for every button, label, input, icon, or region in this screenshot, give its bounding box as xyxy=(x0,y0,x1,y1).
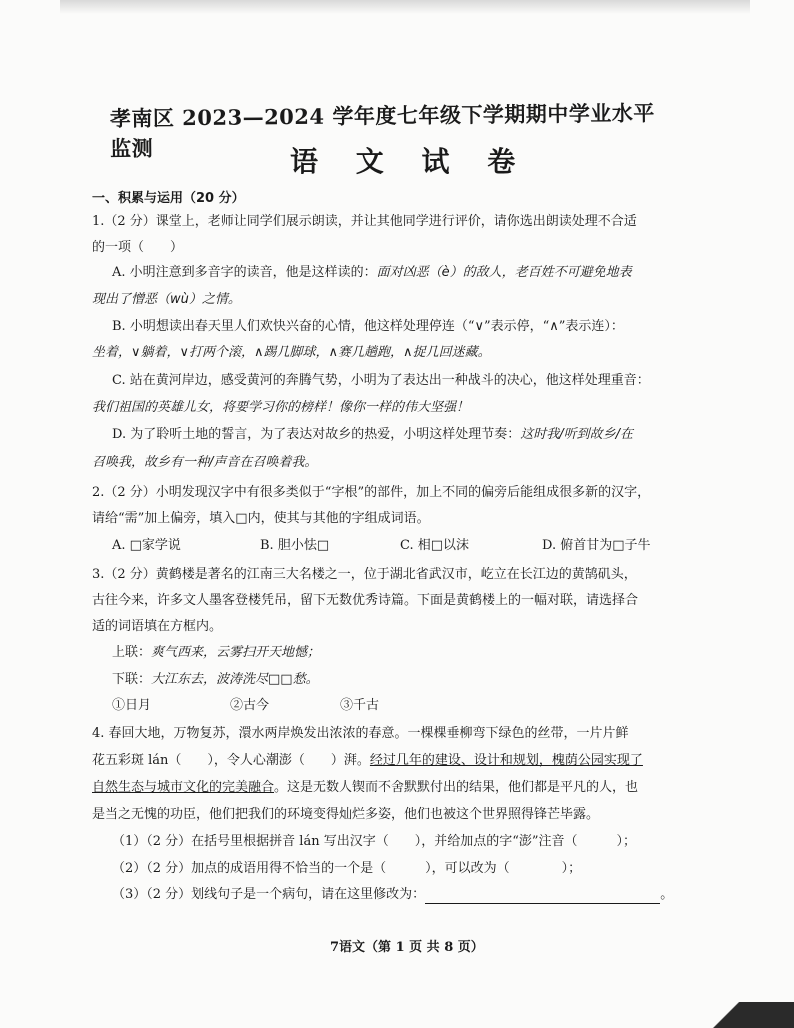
q3-choice-2: ②古今 xyxy=(230,698,270,713)
q1-option-b-line1: B. 小明想读出春天里人们欢快兴奋的心情，他这样处理停连（“∨”表示停，“∧”表示连）： xyxy=(112,319,624,334)
q4-paragraph-line3 xyxy=(92,779,692,797)
q2-option-d: D. 俯首甘为□子牛 xyxy=(542,538,651,553)
q4-sub-question-3-text: （3）（2 分）划线句子是一个病句，请在这里修改为： xyxy=(112,887,426,902)
q4-paragraph-line4: 是当之无愧的功臣，他们把我们的环境变得灿烂多姿，他们也被这个世界照得锋芒毕露。 xyxy=(92,807,600,822)
q4-sub-question-1: （1）（2 分）在括号里根据拼音 lán 写出汉字（ ），并给加点的字“澎”注音（ ）； xyxy=(112,834,637,849)
q3-upper-label: 上联： xyxy=(112,645,152,660)
q1-option-c-line2: 我们祖国的英雄儿女，将要学习你的榜样！像你一样的伟大坚强！ xyxy=(92,400,470,415)
q3-choice-3: ③千古 xyxy=(340,698,380,713)
q4-underlined-sentence-part2: 自然生态与城市文化的完美融合 xyxy=(92,780,275,795)
scan-shadow-top xyxy=(60,0,750,14)
q4-line2-text: 花五彩斑 lán（ ），令人心潮澎（ ）湃。 xyxy=(92,753,370,768)
q3-upper-couplet xyxy=(112,644,712,662)
exam-title: 孝南区 2023—2024 学年度七年级下学期期中学业水平监测 xyxy=(109,100,655,161)
page-footer: 7语文（第 1 页 共 8 页） xyxy=(330,940,484,955)
q2-stem-line1: 2.（2 分）小明发现汉字中有很多类似于“字根”的部件，加上不同的偏旁后能组成很多新的汉字， xyxy=(92,485,651,500)
q1-stem-line2: 的一项（ ） xyxy=(92,240,184,255)
q3-upper-text: 爽气西来，云雾扫开天地憾； xyxy=(151,645,321,660)
q3-lower-text: 大江东去，波涛洗尽□□愁。 xyxy=(151,672,319,687)
q2-option-a: A. □家学说 xyxy=(112,538,181,553)
q1-option-d-text: D. 为了聆听土地的誓言，为了表达对故乡的热爱，小明这样处理节奏： xyxy=(112,427,521,442)
q4-paragraph-line2 xyxy=(92,752,692,770)
q1-stem-line1: 1.（2 分）课堂上，老师让同学们展示朗读，并让其他同学进行评价，请你选出朗读处理不合适 xyxy=(92,214,637,229)
q2-option-b: B. 胆小怯□ xyxy=(260,538,330,553)
exam-subtitle: 语 文 试 卷 xyxy=(290,145,530,178)
q4-sub-question-2: （2）（2 分）加点的成语用得不恰当的一个是（ ），可以改为（ ）； xyxy=(112,861,582,876)
section-title: 一、积累与运用（20 分） xyxy=(92,191,245,206)
q1-option-a-line1 xyxy=(112,264,712,282)
q4-sub-question-3-end: 。 xyxy=(660,887,674,902)
q1-option-b-line2: 坐着，∨躺着，∨打两个滚，∧踢几脚球，∧赛几趟跑，∧捉几回迷藏。 xyxy=(92,345,491,360)
q1-option-a-text: A. 小明注意到多音字的读音，他是这样读的： xyxy=(112,265,377,280)
q1-option-a-line2: 现出了憎恶（wù）之情。 xyxy=(92,292,241,307)
q2-option-c: C. 相□以沫 xyxy=(400,538,470,553)
q3-stem-line3: 适的词语填在方框内。 xyxy=(92,619,223,634)
q1-option-d-line1 xyxy=(112,426,712,444)
q1-option-c-line1: C. 站在黄河岸边，感受黄河的奔腾气势，小明为了表达出一种战斗的决心，他这样处理重音： xyxy=(112,373,650,388)
q3-lower-label: 下联： xyxy=(112,672,152,687)
q3-lower-couplet xyxy=(112,671,712,689)
q2-stem-line2: 请给“需”加上偏旁，填入□内，使其与其他的字组成词语。 xyxy=(92,511,430,526)
scan-shadow-corner xyxy=(684,1002,794,1028)
q1-option-d-handwriting: 这时我/听到故乡/在 xyxy=(520,427,633,442)
q3-choices xyxy=(112,697,712,715)
q3-stem-line1: 3.（2 分）黄鹤楼是著名的江南三大名楼之一，位于湖北省武汉市，屹立在长江边的黄鹄矶头， xyxy=(92,567,637,582)
q1-option-d-line2: 召唤我，故乡有一种/声音在召唤着我。 xyxy=(92,455,318,470)
q4-sub-question-3 xyxy=(112,886,712,904)
q4-underlined-sentence-part1: 经过几年的建设、设计和规划，槐荫公园实现了 xyxy=(369,753,643,768)
q4-line3-text: 。这是无数人锲而不舍默默付出的结果，他们都是平凡的人，也 xyxy=(274,780,639,795)
q3-choice-1: ①日月 xyxy=(112,698,152,713)
q2-options xyxy=(112,537,712,555)
q3-stem-line2: 古往今来，许多文人墨客登楼凭吊，留下无数优秀诗篇。下面是黄鹤楼上的一幅对联，请选择合 xyxy=(92,593,639,608)
q4-paragraph-line1: 4. 春回大地，万物复苏，澴水两岸焕发出浓浓的春意。一棵棵垂柳弯下绿色的丝带，一片片鲜 xyxy=(92,726,629,741)
q1-option-a-handwriting: 面对凶恶（è）的敌人，老百姓不可避免地表 xyxy=(376,265,632,280)
q4-answer-blank[interactable] xyxy=(425,889,660,904)
